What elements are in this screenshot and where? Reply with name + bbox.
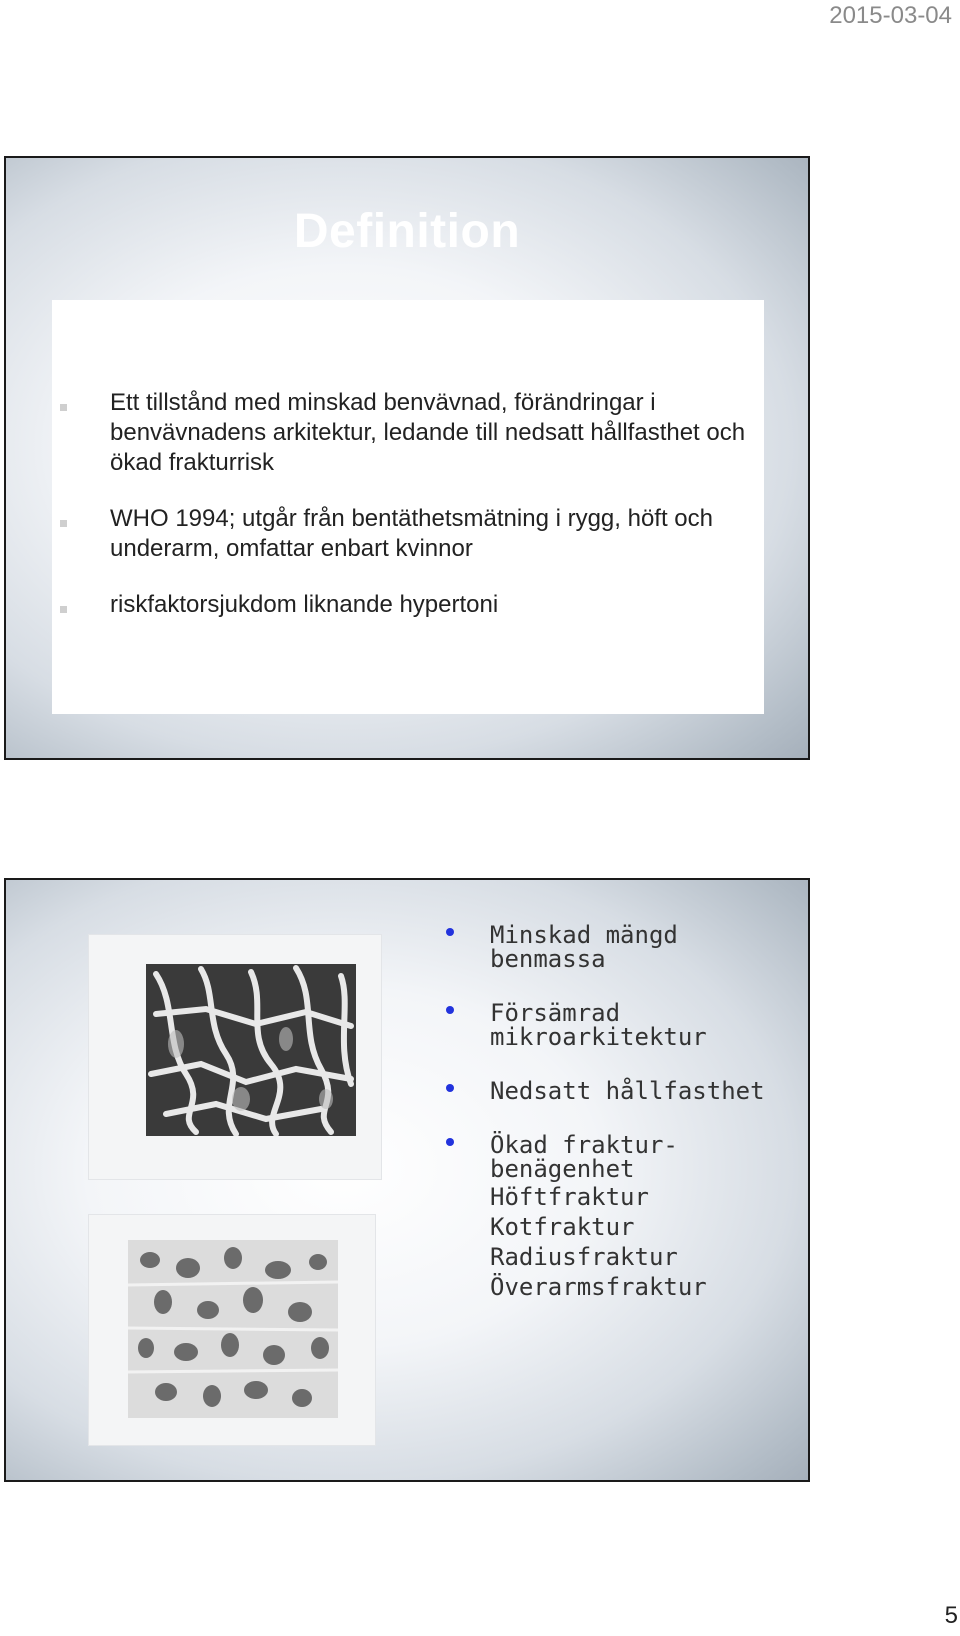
sub-item-text: Radiusfraktur	[490, 1243, 678, 1271]
bullet-item	[52, 388, 764, 478]
list-item-text: Nedsatt hållfasthet	[490, 1077, 765, 1105]
bone-properties-list	[446, 921, 806, 1332]
round-bullet-icon	[446, 928, 454, 936]
list-item	[446, 1077, 806, 1105]
osteoporotic-bone-photo-frame	[88, 934, 382, 1180]
bullet-text: riskfaktorsjukdom liknande hypertoni	[110, 591, 499, 618]
round-bullet-icon	[446, 1006, 454, 1014]
slide-definition	[4, 156, 810, 760]
slide-title: Definition	[293, 205, 521, 258]
definition-bullet-list	[52, 388, 764, 646]
square-bullet-icon	[60, 606, 67, 613]
osteoporotic-bone-photo	[146, 964, 356, 1136]
bullet-text: Ett tillstånd med minskad benvävnad, förändringar i benvävnadens arkitektur, ledande till nedsatt hållfasthet och ökad frakturrisk	[110, 389, 746, 476]
square-bullet-icon	[60, 520, 67, 527]
content-box	[52, 300, 764, 714]
page-number: 5	[944, 1602, 958, 1629]
sub-item-text: Kotfraktur	[490, 1213, 635, 1241]
list-item	[446, 999, 806, 1051]
list-item-text: Minskad mängd benmassa	[490, 921, 678, 973]
bullet-text: WHO 1994; utgår från bentäthetsmätning i rygg, höft och underarm, omfattar enbart kvinnor	[110, 505, 713, 562]
list-item	[446, 1131, 806, 1302]
bullet-item	[52, 590, 764, 620]
round-bullet-icon	[446, 1084, 454, 1092]
round-bullet-icon	[446, 1138, 454, 1146]
slide-bone-structure	[4, 878, 810, 1482]
bullet-item	[52, 504, 764, 564]
list-item-text: Ökad fraktur-benägenhet	[490, 1131, 678, 1183]
list-item	[446, 921, 806, 973]
page-date: 2015-03-04	[829, 2, 952, 29]
sub-item-text: Höftfraktur	[490, 1183, 649, 1211]
list-item-text: Försämrad mikroarkitektur	[490, 999, 707, 1051]
normal-bone-photo	[128, 1240, 338, 1418]
square-bullet-icon	[60, 404, 67, 411]
sub-item-text: Överarmsfraktur	[490, 1273, 707, 1301]
normal-bone-photo-frame	[88, 1214, 376, 1446]
